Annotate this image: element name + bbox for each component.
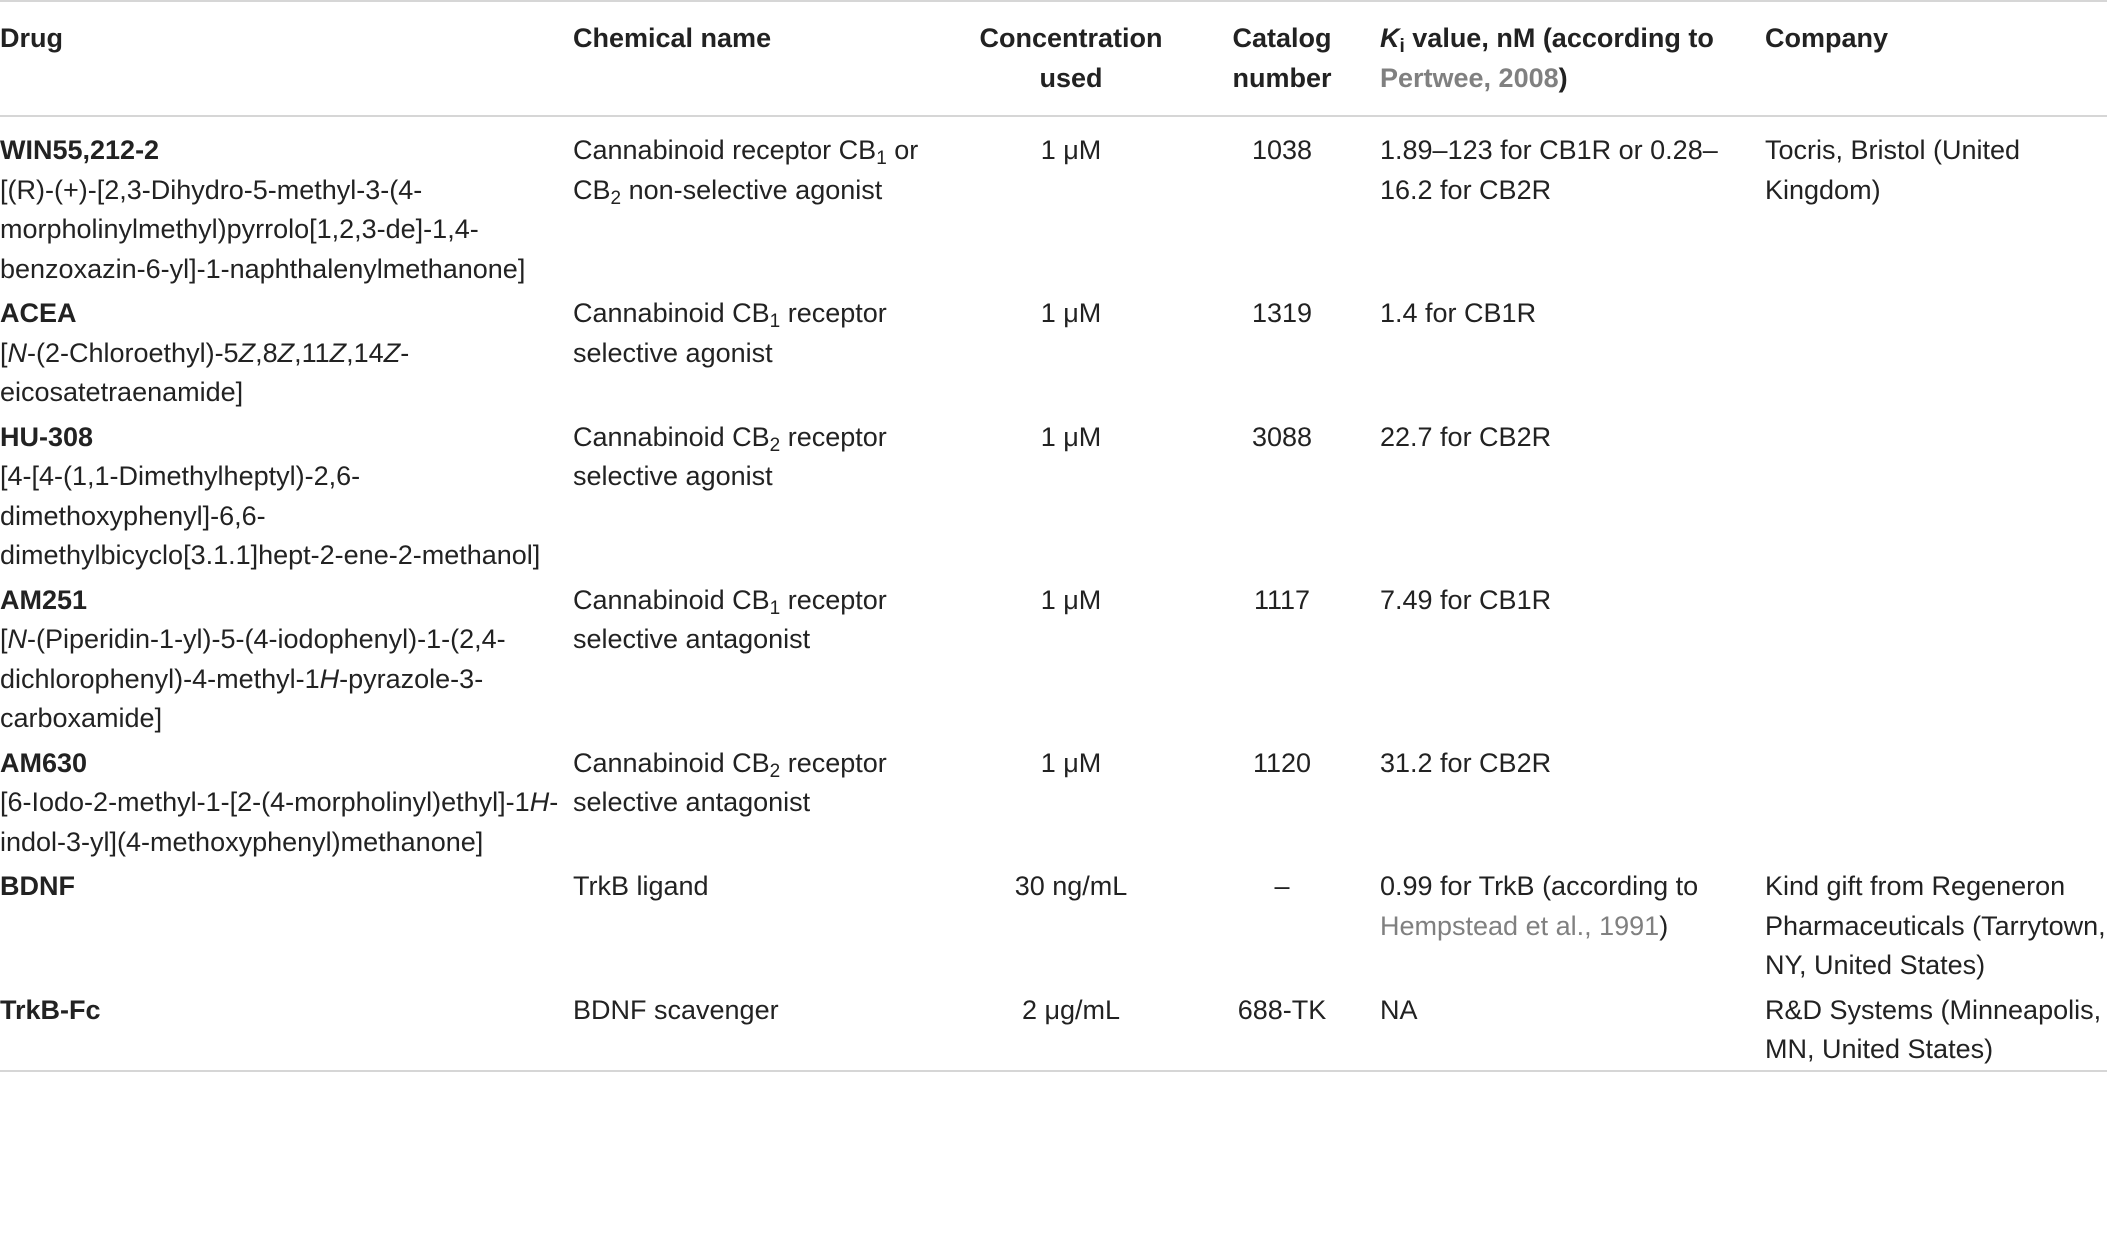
chemical-name-cell	[573, 739, 958, 863]
use-subscript: 1	[876, 148, 887, 169]
use-text: receptor selective antagonist	[573, 584, 887, 654]
company-cell: R&D Systems (Minneapolis, MN, United States)	[1765, 994, 2102, 1064]
ki-reference-link[interactable]: Hempstead et al., 1991	[1380, 910, 1660, 941]
header-concentration: Concentration used	[979, 23, 1163, 93]
concentration-cell: 1 μM	[1040, 421, 1102, 452]
company-cell: Kind gift from Regeneron Pharmaceuticals (Tarrytown, NY, United States)	[1765, 871, 2106, 980]
use-text: Cannabinoid CB	[573, 747, 770, 778]
catalog-cell: –	[1274, 871, 1290, 901]
concentration-cell: 1 μM	[1040, 747, 1102, 778]
company-cell: Tocris, Bristol (United Kingdom)	[1765, 135, 2021, 205]
header-ki-reference-link[interactable]: Pertwee, 2008	[1380, 62, 1559, 93]
header-ki-symbol: K	[1380, 23, 1400, 53]
table-header-row	[0, 1, 2107, 116]
header-drug: Drug	[0, 23, 63, 53]
chem-italic: H	[319, 663, 340, 694]
drug-name: AM630	[0, 747, 88, 778]
concentration-cell: 2 μg/mL	[1021, 994, 1121, 1025]
drug-name: HU-308	[0, 421, 94, 452]
use-subscript: 1	[769, 597, 781, 619]
catalog-cell: 1038	[1251, 135, 1313, 165]
chem-text: ,14	[346, 337, 384, 368]
chemical-name-cell: BDNF scavenger	[573, 994, 779, 1025]
ki-cell: 1.4 for CB1R	[1380, 298, 1537, 328]
chem-italic: Z	[238, 337, 256, 368]
chemical-name-cell	[573, 116, 958, 289]
header-company: Company	[1765, 23, 1889, 53]
header-ki-close: )	[1558, 62, 1568, 93]
ki-cell: 22.7 for CB2R	[1380, 421, 1552, 452]
drug-name: WIN55,212-2	[0, 135, 160, 165]
drug-cell	[0, 413, 573, 576]
catalog-cell: 1117	[1253, 584, 1311, 615]
chem-text: -(2-Chloroethyl)-5	[27, 337, 239, 368]
drug-chemical-formula	[0, 334, 561, 413]
drug-cell	[0, 289, 573, 413]
use-subscript: 2	[610, 187, 622, 209]
header-chemical-name: Chemical name	[573, 23, 772, 53]
company-cell	[1765, 289, 2107, 413]
chem-text: ,11	[294, 337, 330, 368]
chem-text: [6-Iodo-2-methyl-1-[2-(4-morpholinyl)ethyl]-1	[0, 787, 530, 817]
company-cell	[1765, 576, 2107, 739]
table-row	[0, 116, 2107, 289]
drug-cell	[0, 116, 573, 289]
drug-chemical-formula	[0, 620, 561, 739]
table-row	[0, 289, 2107, 413]
chemical-name-cell	[573, 289, 958, 413]
header-ki-text: value, nM (according to	[1404, 23, 1714, 53]
drug-cell	[0, 986, 573, 1071]
chem-italic: Z	[277, 337, 295, 368]
catalog-cell: 1120	[1252, 747, 1312, 778]
use-text: Cannabinoid receptor CB	[573, 135, 877, 165]
drug-chemical-formula: [4-[4-(1,1-Dimethylheptyl)-2,6-dimethoxyphenyl]-6,6-dimethylbicyclo[3.1.1]hept-2-ene-2-methanol]	[0, 461, 541, 570]
drug-cell	[0, 862, 573, 986]
chem-italic: Z	[329, 337, 347, 368]
chem-italic: Z	[383, 337, 401, 368]
header-catalog-number: Catalog number	[1232, 23, 1332, 93]
chem-italic: N	[7, 337, 28, 368]
company-cell	[1765, 739, 2107, 863]
table-row	[0, 413, 2107, 576]
ki-cell	[1380, 862, 1765, 986]
chem-text: -eicosatetraenamide]	[0, 337, 410, 407]
chemical-name-cell: TrkB ligand	[573, 871, 709, 901]
chem-text: ,8	[255, 337, 278, 368]
table-row	[0, 862, 2107, 986]
table-row	[0, 576, 2107, 739]
chem-text: -indol-3-yl](4-methoxyphenyl)methanone]	[0, 787, 559, 857]
chem-text: -(Piperidin-1-yl)-5-(4-iodophenyl)-1-(2,4-dichlorophenyl)-4-methyl-1	[0, 624, 506, 694]
use-text: or CB	[573, 135, 919, 205]
chemical-name-cell	[573, 413, 958, 576]
drug-name: ACEA	[0, 298, 77, 328]
drug-name: TrkB-Fc	[0, 994, 101, 1025]
use-text: receptor selective agonist	[573, 298, 887, 368]
concentration-cell: 1 μM	[1040, 298, 1102, 328]
use-subscript: 2	[769, 760, 781, 782]
use-text: Cannabinoid CB	[573, 298, 770, 328]
drug-name: AM251	[0, 584, 88, 615]
chem-text: [	[0, 337, 8, 368]
use-subscript: 2	[769, 434, 781, 456]
ki-cell: 31.2 for CB2R	[1380, 747, 1552, 778]
chem-italic: H	[529, 787, 550, 817]
ki-cell: 7.49 for CB1R	[1380, 584, 1552, 615]
chem-text: -pyrazole-3-carboxamide]	[0, 663, 484, 733]
table-row	[0, 739, 2107, 863]
use-text: non-selective agonist	[621, 174, 883, 205]
chemical-name-cell	[573, 576, 958, 739]
drug-chemical-formula	[0, 783, 561, 862]
catalog-cell: 688-TK	[1237, 994, 1327, 1025]
ki-cell: 1.89–123 for CB1R or 0.28–16.2 for CB2R	[1380, 135, 1718, 205]
chem-italic: N	[7, 624, 28, 654]
use-subscript: 1	[769, 311, 781, 332]
drug-cell	[0, 576, 573, 739]
header-ki-value	[1380, 1, 1765, 116]
use-text: Cannabinoid CB	[573, 584, 770, 615]
use-text: Cannabinoid CB	[573, 421, 770, 452]
table-row	[0, 986, 2107, 1071]
company-cell	[1765, 413, 2107, 576]
ki-cell: NA	[1380, 994, 1418, 1025]
use-text: receptor selective agonist	[573, 421, 887, 491]
chem-text: [	[0, 624, 8, 654]
drug-name: BDNF	[0, 871, 75, 901]
use-text: receptor selective antagonist	[573, 747, 887, 817]
header-ki-subscript: i	[1399, 36, 1405, 57]
ki-text: 0.99 for TrkB (according to	[1380, 871, 1699, 901]
concentration-cell: 1 μM	[1040, 584, 1102, 615]
drug-chemical-formula: [(R)-(+)-[2,3-Dihydro-5-methyl-3-(4-morpholinylmethyl)pyrrolo[1,2,3-de]-1,4-benzoxazin-6-yl]-1-naphthalenylmethanone]	[0, 174, 526, 284]
catalog-cell: 3088	[1251, 421, 1313, 452]
drug-cell	[0, 739, 573, 863]
ki-text: )	[1659, 910, 1669, 941]
catalog-cell: 1319	[1251, 298, 1313, 328]
concentration-cell: 1 μM	[1040, 135, 1102, 165]
concentration-cell: 30 ng/mL	[1014, 871, 1128, 901]
